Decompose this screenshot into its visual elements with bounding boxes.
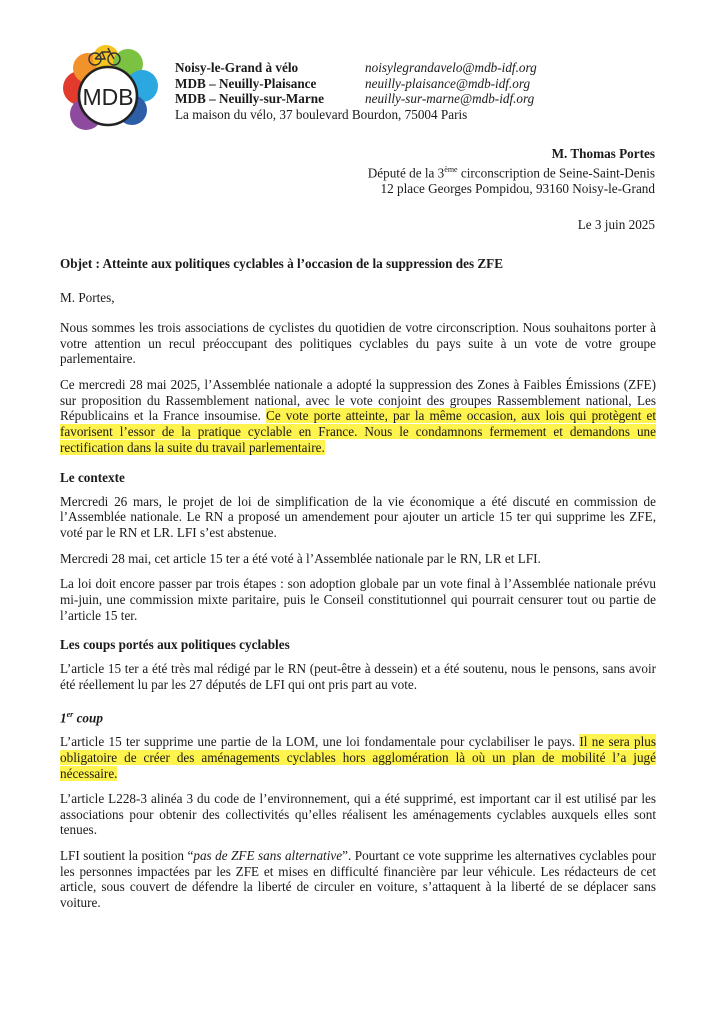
sender-row [175,75,531,92]
sender-block [175,60,537,122]
sender-row [175,60,537,76]
paragraph: LFI soutient la position “pas de ZFE sans alternative”. Pourtant ce vote supprime les alternatives cyclables pour les personnes impactées par les ZFE et mises en difficulté financière par leur véhicule. Les rédacteurs de cet article, sous couvert de défendre la liberté de circuler en voiture, s’attaquent à la liberté de se déplacer sans voiture. [60,847,656,911]
sender-address: La maison du vélo, 37 boulevard Bourdon, 75004 Paris [175,106,468,122]
salutation: M. Portes, [60,290,115,305]
paragraph: Mercredi 28 mai, cet article 15 ter a été voté à l’Assemblée nationale par le RN, LR et LFI. [60,550,541,566]
logo-text: MDB [82,84,134,110]
sender-email[interactable]: noisylegrandavelo@mdb-idf.org [365,60,537,75]
sender-row [175,91,535,107]
letter-subject: Objet : Atteinte aux politiques cyclables à l’occasion de la suppression des ZFE [60,256,504,271]
recipient-block [368,146,655,197]
paragraph: L’article 15 ter a été très mal rédigé par le RN (peut-être à dessein) et a été soutenu, nous le pensons, sans avoir été réellement lu par les 27 députés de LFI qui ont pris part au vote. [60,661,656,692]
letter-date: Le 3 juin 2025 [577,217,655,232]
section-heading: Les coups portés aux politiques cyclables [60,637,290,653]
paragraph: L’article L228-3 alinéa 3 du code de l’environnement, qui a été supprimé, est important car il est utilisé par les associations pour obtenir des collectivités qu’elles réalisent les aménagements cyclables auxquels elles sont tenues. [60,790,656,838]
paragraph: L’article 15 ter supprime une partie de la LOM, une loi fondamentale pour cyclabiliser le pays. Il ne sera plus obligatoire de créer des aménagements cyclables hors agglomération là où un plan de mobilité l’a jugé nécessaire. [60,733,656,781]
paragraph: Mercredi 26 mars, le projet de loi de simplification de la vie économique a été discuté en commission de l’Assemblée nationale. Le RN a proposé un amendement pour ajouter un article 15 ter qui supprime les ZFE, voté par le RN et LR. LFI s’est abstenue. [60,493,656,541]
recipient-address: 12 place Georges Pompidou, 93160 Noisy-le-Grand [380,181,655,197]
sender-org: MDB – Neuilly-Plaisance [175,75,317,91]
sender-email[interactable]: neuilly-sur-marne@mdb-idf.org [365,91,535,107]
letter-body [60,290,656,921]
highlighted-text: Il ne sera plus obligatoire de créer des aménagements cyclables hors agglomération là où un plan de mobilité l’a jugé nécessaire. [60,733,656,781]
sender-org: MDB – Neuilly-sur-Marne [175,91,324,107]
mdb-logo [58,44,162,134]
paragraph: Ce mercredi 28 mai 2025, l’Assemblée nationale a adopté la suppression des Zones à Faibles Émissions (ZFE) sur proposition du Rassemblement national, avec le vote conjoint des groupes Rassemblement national, Les Républicains et la France insoumise. Ce vote porte atteinte, par la même occasion, aux lois qui protègent et favorisent l’essor de la pratique cyclable en France. Nous le condamnons fermement et demandons une rectification dans la suite du travail parlementaire. [60,376,656,455]
paragraph: Nous sommes les trois associations de cyclistes du quotidien de votre circonscription. Nous souhaitons porter à votre attention un recul préoccupant des politiques cyclables du pays suite à un vote de votre groupe parlementaire. [60,319,656,367]
recipient-title: Député de la 3ème circonscription de Seine-Saint-Denis [367,165,655,181]
recipient-name: M. Thomas Portes [551,146,655,161]
sender-org: Noisy-le-Grand à vélo [175,60,299,75]
subsection-heading: 1er coup [60,709,103,726]
sender-email[interactable]: neuilly-plaisance@mdb-idf.org [365,75,531,91]
paragraph: La loi doit encore passer par trois étapes : son adoption globale par un vote final à l’Assemblée nationale prévu mi-juin, une commission mixte paritaire, puis le Conseil constitutionnel qui pourrait censurer tout ou partie de l’article 15 ter. [60,575,656,623]
highlighted-text: Ce vote porte atteinte, par la même occasion, aux lois qui protègent et favorisent l’essor de la pratique cyclable en France. Nous le condamnons fermement et demandons une rectification dans la suite du travail parlementaire. [60,408,656,455]
section-heading: Le contexte [60,469,125,485]
